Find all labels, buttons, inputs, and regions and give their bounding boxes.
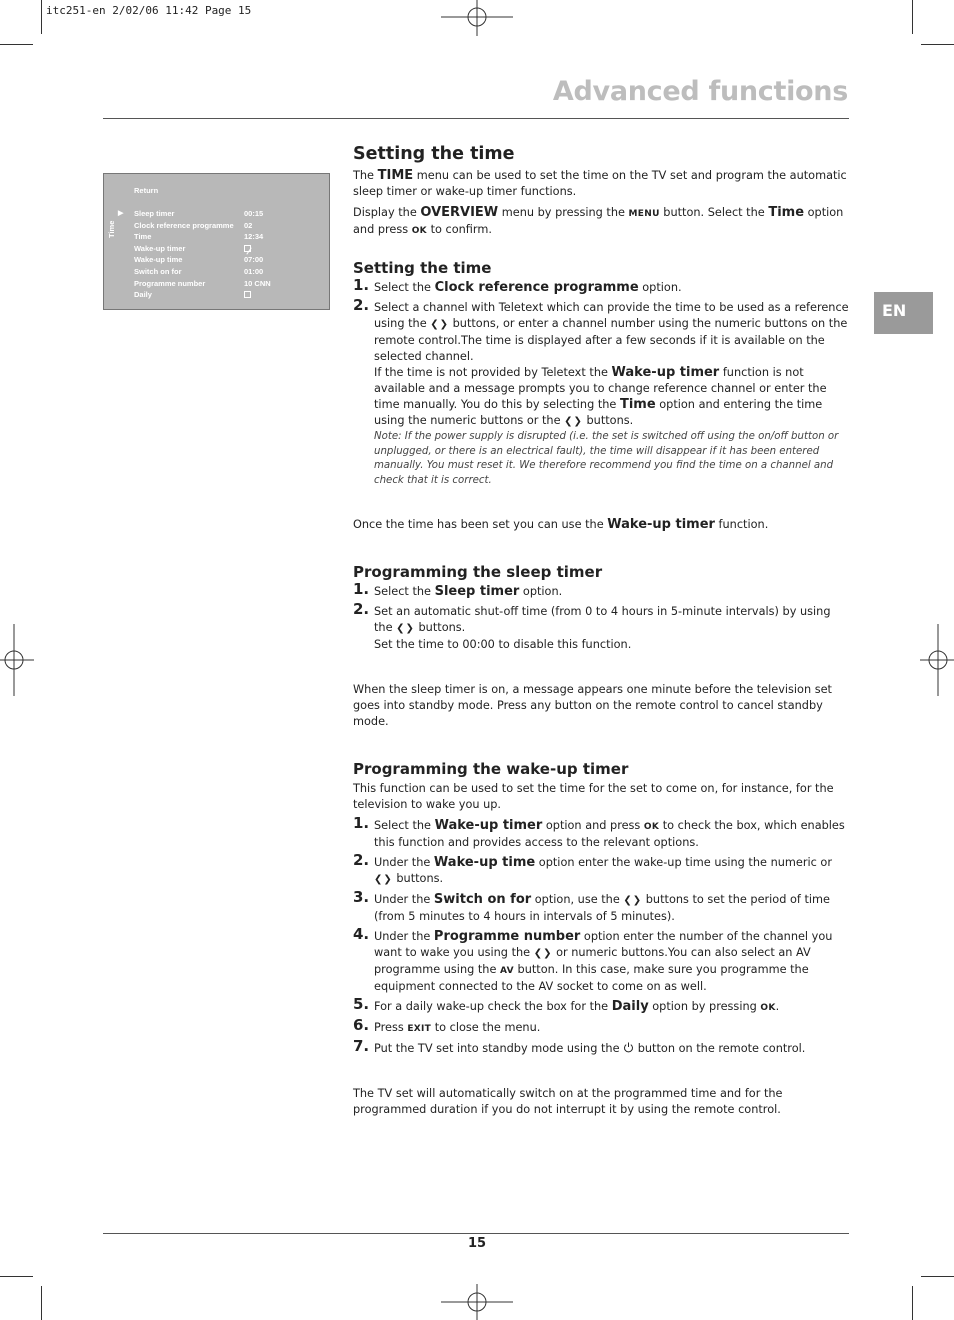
crop-mark	[0, 44, 33, 45]
menu-row-label: Time	[134, 232, 152, 242]
left-right-arrows-icon: ❮❯	[533, 948, 553, 959]
menu-row-label: Switch on for	[134, 266, 182, 276]
page-title: Advanced functions	[552, 76, 848, 107]
wake-up-intro: This function can be used to set the time for the set to come on, for instance, for the television to wake you up.	[353, 782, 834, 811]
list-item: 3. Under the Switch on for option, use the ❮❯ buttons to set the period of time (from 5 minutes to 4 hours in intervals of 5 minutes).	[353, 888, 830, 923]
list-item: 2. Under the Wake-up time option enter the wake-up time using the numeric or ❮❯ buttons.	[353, 855, 850, 888]
list-item: 2. Select a channel with Teletext which can provide the time to be used as a reference using the ❮❯ buttons, or enter a channel number using the numeric buttons on the remote control.The time is displayed after a few seconds if it is available on the selected channel. If the time is not provided by Teletext the Wake-up timer function is not available and a message prompts you to change reference channel or enter the time manually. You do this by selecting the Time option and entering the time using the numeric buttons or the ❮❯ buttons. Note: If the power supply is disrupted (i.e. the set is switched off using the on/off button or unplugged, or there is an electrical fault), the time will disappear if it has been entered manually. You must reset it. We therefore recommend you find the time on a channel and check that it is correct.	[353, 300, 850, 488]
list-item: 6. Press EXIT to close the menu.	[353, 1016, 541, 1034]
registration-mark-icon	[441, 1284, 513, 1320]
steps-setting-time	[353, 276, 850, 488]
list-item: 1. Select the Wake-up timer option and press OK to check the box, which enables this function and provides access to the relevant options.	[353, 814, 845, 849]
menu-row	[134, 221, 324, 233]
menu-row-label: Wake-up time	[134, 255, 183, 265]
subsection-heading-setting-the-time: Setting the time	[353, 259, 492, 277]
unchecked-checkbox-icon	[244, 291, 251, 298]
menu-return: Return	[134, 186, 159, 195]
list-item: 1. Select the Clock reference programme option.	[353, 276, 682, 295]
print-header: itc251-en 2/02/06 11:42 Page 15	[46, 4, 252, 17]
tv-menu-screenshot	[103, 173, 330, 310]
steps-wake-up-timer	[353, 814, 850, 1057]
page-number: 15	[467, 1236, 487, 1251]
menu-row	[134, 232, 324, 244]
left-right-arrows-icon: ❮❯	[564, 416, 583, 427]
menu-row-label: Daily	[134, 290, 152, 300]
menu-row-value: 07:00	[244, 255, 264, 265]
registration-mark-icon	[0, 624, 34, 696]
list-item: 7. Put the TV set into standby mode using the button on the remote control.	[353, 1037, 806, 1055]
list-item: 4. Under the Programme number option enter the number of the channel you want to wake you using the ❮❯ or numeric buttons.You can also select an AV programme using the AV button. In this case, make sure you programme the equipment connected to the AV socket to come on as well.	[353, 925, 833, 993]
left-right-arrows-icon: ❮❯	[374, 874, 393, 885]
menu-row-label: Clock reference programme	[134, 220, 234, 230]
sleep-timer-note-paragraph: When the sleep timer is on, a message appears one minute before the television set goes into standby mode. Press any button on the remote control to cancel standby mode.	[353, 683, 832, 728]
section-heading-sleep-timer: Programming the sleep timer	[353, 563, 603, 581]
menu-row-value	[244, 290, 324, 302]
crop-mark	[912, 1286, 913, 1320]
standby-power-icon	[623, 1042, 634, 1053]
crop-mark	[921, 44, 954, 45]
menu-row-label: Wake-up timer	[134, 243, 186, 253]
menu-row-value: 01:00	[244, 266, 264, 276]
crop-mark	[921, 1276, 954, 1277]
registration-mark-icon	[920, 624, 954, 696]
menu-rows	[134, 209, 324, 302]
menu-row	[134, 279, 324, 291]
display-paragraph: Display the OVERVIEW menu by pressing the MENU button. Select the Time option and press OK to confirm.	[353, 205, 844, 236]
steps-sleep-timer	[353, 580, 850, 653]
crop-mark	[41, 0, 42, 34]
note-text: Note: If the power supply is disrupted (i.e. the set is switched off using the on/off button or unplugged, or there is an electrical fault), the time will disappear if it has been entered manually. You must reset it. We therefore recommend you find the time on a channel and check that it is correct.	[374, 431, 839, 486]
menu-row-value	[244, 244, 324, 256]
after-time-paragraph: Once the time has been set you can use the Wake-up timer function.	[353, 517, 769, 532]
menu-row-value: 00:15	[244, 209, 264, 218]
section-heading-wake-up-timer: Programming the wake-up timer	[353, 760, 629, 778]
crop-mark	[0, 1276, 33, 1277]
section-heading-setting-the-time: Setting the time	[353, 144, 515, 164]
left-right-arrows-icon: ❮❯	[430, 319, 450, 330]
footer-rule	[103, 1233, 849, 1234]
left-right-arrows-icon: ❮❯	[396, 623, 415, 634]
menu-row	[134, 290, 324, 302]
menu-row	[134, 209, 324, 221]
menu-row	[134, 255, 324, 267]
menu-row	[134, 267, 324, 279]
left-right-arrows-icon: ❮❯	[623, 895, 643, 906]
list-item: 2. Set an automatic shut-off time (from 0 to 4 hours in 5-minute intervals) by using the ❮❯ buttons. Set the time to 00:00 to disable this function.	[353, 600, 831, 651]
menu-vertical-title: Time	[107, 220, 116, 238]
menu-row-value: 02	[244, 220, 253, 230]
menu-row-label: Programme number	[134, 278, 206, 288]
crop-mark	[41, 1286, 42, 1320]
list-item: 1. Select the Sleep timer option.	[353, 580, 563, 599]
menu-row-label: Sleep timer	[134, 209, 175, 218]
header-rule	[103, 118, 849, 119]
menu-cursor-icon: ▶	[118, 210, 124, 217]
menu-row-value: 12:34	[244, 232, 264, 242]
language-tab: EN	[874, 292, 933, 334]
intro-paragraph: The TIME menu can be used to set the time on the TV set and program the automatic sleep timer or wake-up timer functions.	[353, 168, 847, 198]
main-content	[353, 143, 850, 1123]
closing-paragraph: The TV set will automatically switch on at the programmed time and for the programmed duration if you do not interrupt it by using the remote control.	[353, 1087, 783, 1116]
menu-row-value: 10 CNN	[244, 278, 271, 288]
checked-checkbox-icon	[244, 245, 251, 252]
crop-mark	[912, 0, 913, 34]
menu-row	[134, 244, 324, 256]
list-item: 5. For a daily wake-up check the box for the Daily option by pressing OK.	[353, 995, 780, 1014]
registration-mark-icon	[441, 0, 513, 36]
